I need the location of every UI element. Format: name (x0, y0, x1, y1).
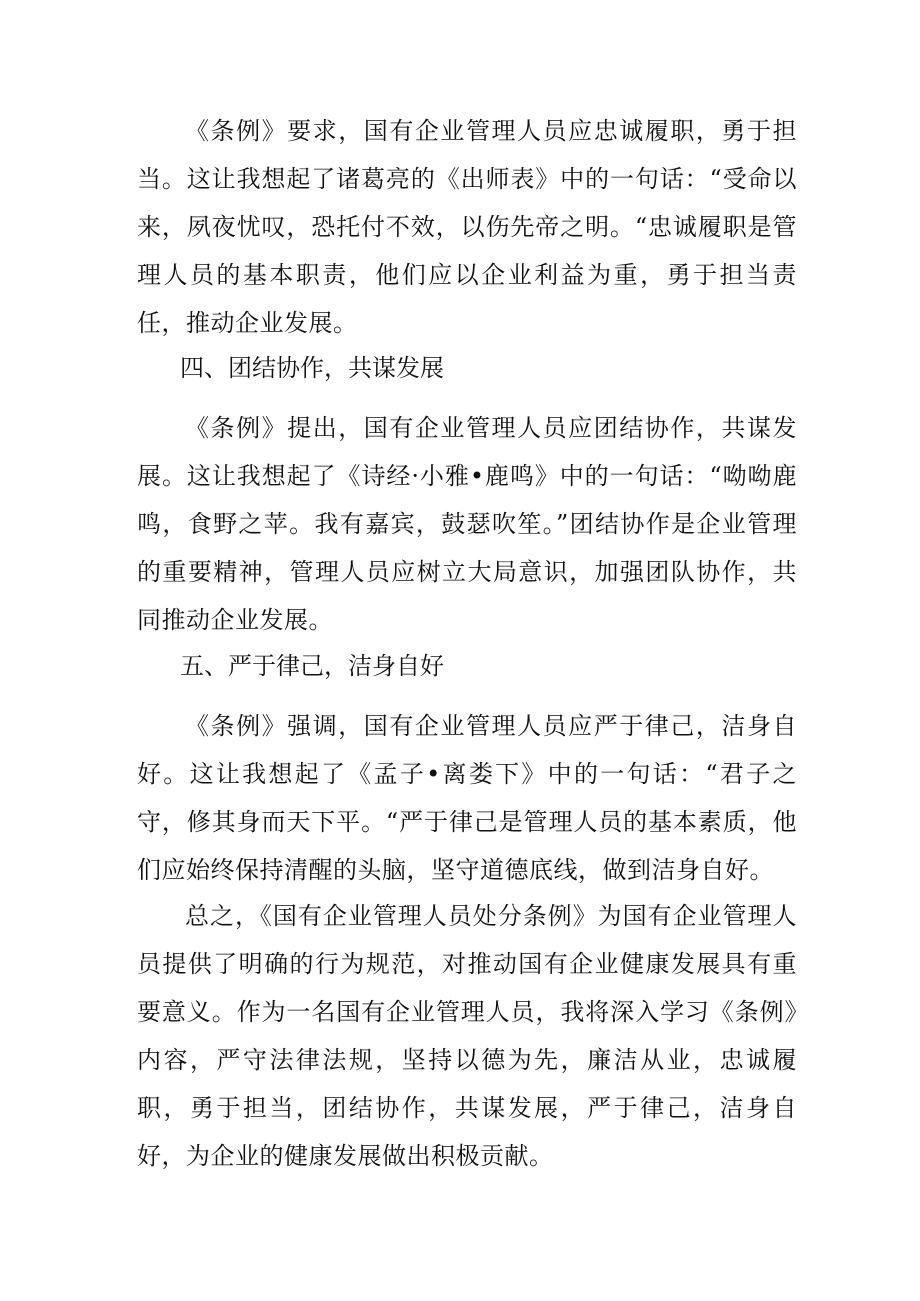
paragraph-loyalty: 《条例》要求，国有企业管理人员应忠诚履职，勇于担当。这让我想起了诸葛亮的《出师表》中的一句话：“受命以来，夙夜忧叹，恐托付不效，以伤先帝之明。“忠诚履职是管理人员的基本职责，他们应以企业利益为重，勇于担当责任，推动企业发展。 (137, 117, 797, 337)
paragraph-conclusion: 总之，《国有企业管理人员处分条例》为国有企业管理人员提供了明确的行为规范，对推动国有企业健康发展具有重要意义。作为一名国有企业管理人员，我将深入学习《条例》内容，严守法律法规，坚持以德为先，廉洁从业，忠诚履职，勇于担当，团结协作，共谋发展，严于律己，洁身自好，为企业的健康发展做出积极贡献。 (137, 902, 797, 1170)
section-heading-4: 四、团结协作，共谋发展 (180, 354, 444, 382)
section-heading-5: 五、严于律己，洁身自好 (180, 652, 444, 680)
paragraph-self-discipline: 《条例》强调，国有企业管理人员应严于律己，洁身自好。这让我想起了《孟子•离娄下》中的一句话：“君子之守，修其身而天下平。“严于律己是管理人员的基本素质，他们应始终保持清醒的头脑，坚守道德底线，做到洁身自好。 (137, 712, 797, 884)
paragraph-unity: 《条例》提出，国有企业管理人员应团结协作，共谋发展。这让我想起了《诗经·小雅•鹿鸣》中的一句话：“呦呦鹿鸣，食野之苹。我有嘉宾，鼓瑟吹笙。”团结协作是企业管理的重要精神，管理人员应树立大局意识，加强团队协作，共同推动企业发展。 (137, 414, 797, 634)
